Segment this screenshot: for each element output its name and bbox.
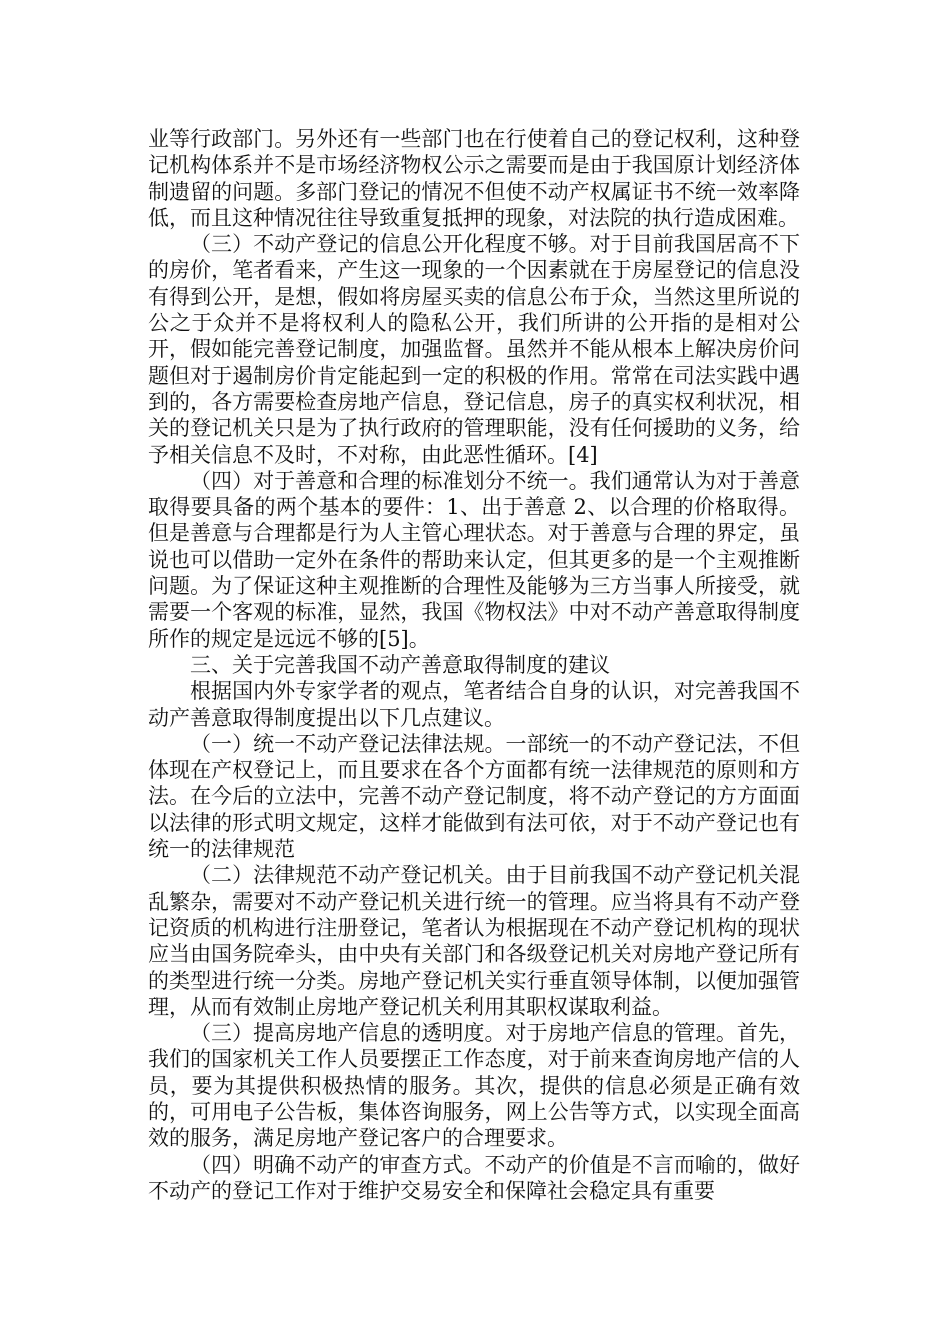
paragraph-suggestion-4: （四）明确不动产的审查方式。不动产的价值是不言而喻的，做好不动产的登记工作对于维护交易安全和保障社会稳定具有重要 (148, 1152, 800, 1203)
paragraph-suggestion-3: （三）提高房地产信息的透明度。对于房地产信息的管理。首先，我们的国家机关工作人员要摆正工作态度，对于前来查询房地产信的人员，要为其提供积极热情的服务。其次，提供的信息必须是正确有效的，可用电子公告板，集体咨询服务，网上公告等方式，以实现全面高效的服务，满足房地产登记客户的合理要求。 (148, 1021, 800, 1151)
document-body (148, 126, 800, 1204)
paragraph-section-3-info-disclosure: （三）不动产登记的信息公开化程度不够。对于目前我国居高不下的房价，笔者看来，产生这一现象的一个因素就在于房屋登记的信息没有得到公开，是想，假如将房屋买卖的信息公布于众，当然这里所说的公之于众并不是将权利人的隐私公开，我们所讲的公开指的是相对公开，假如能完善登记制度，加强监督。虽然并不能从根本上解决房价问题但对于遏制房价肯定能起到一定的积极的作用。常常在司法实践中遇到的，各方需要检查房地产信息，登记信息，房子的真实权利状况，相关的登记机关只是为了执行政府的管理职能，没有任何援助的义务，给予相关信息不及时，不对称，由此恶性循环。[4] (148, 232, 800, 467)
paragraph-section-4-good-faith-standard: （四）对于善意和合理的标准划分不统一。我们通常认为对于善意取得要具备的两个基本的要件：1、出于善意 2、以合理的价格取得。但是善意与合理都是行为人主管心理状态。对于善意与合理的界定，虽说也可以借助一定外在条件的帮助来认定，但其更多的是一个主观推断问题。为了保证这种主观推断的合理性及能够为三方当事人所接受，就需要一个客观的标准，显然，我国《物权法》中对不动产善意取得制度所作的规定是远远不够的[5]。 (148, 468, 800, 651)
paragraph-suggestion-2: （二）法律规范不动产登记机关。由于目前我国不动产登记机关混乱繁杂，需要对不动产登记机关进行统一的管理。应当将具有不动产登记资质的机构进行注册登记，笔者认为根据现在不动产登记机构的现状应当由国务院牵头，由中央有关部门和各级登记机关对房地产登记所有的类型进行统一分类。房地产登记机关实行垂直领导体制，以便加强管理，从而有效制止房地产登记机关利用其职权谋取利益。 (148, 863, 800, 1019)
section-heading-suggestions: 三、关于完善我国不动产善意取得制度的建议 (190, 652, 610, 677)
paragraph-continuation: 业等行政部门。另外还有一些部门也在行使着自己的登记权利，这种登记机构体系并不是市场经济物权公示之需要而是由于我国原计划经济体制遗留的问题。多部门登记的情况不但使不动产权属证书不统一效率降低，而且这种情况往往导致重复抵押的现象，对法院的执行造成困难。 (148, 127, 800, 230)
paragraph-suggestion-1: （一）统一不动产登记法律法规。一部统一的不动产登记法，不但体现在产权登记上，而且要求在各个方面都有统一法律规范的原则和方法。在今后的立法中，完善不动产登记制度，将不动产登记的方方面面以法律的形式明文规定，这样才能做到有法可依，对于不动产登记也有统一的法律规范 (148, 731, 800, 862)
paragraph-suggestions-intro: 根据国内外专家学者的观点，笔者结合自身的认识，对完善我国不动产善意取得制度提出以下几点建议。 (148, 679, 800, 730)
